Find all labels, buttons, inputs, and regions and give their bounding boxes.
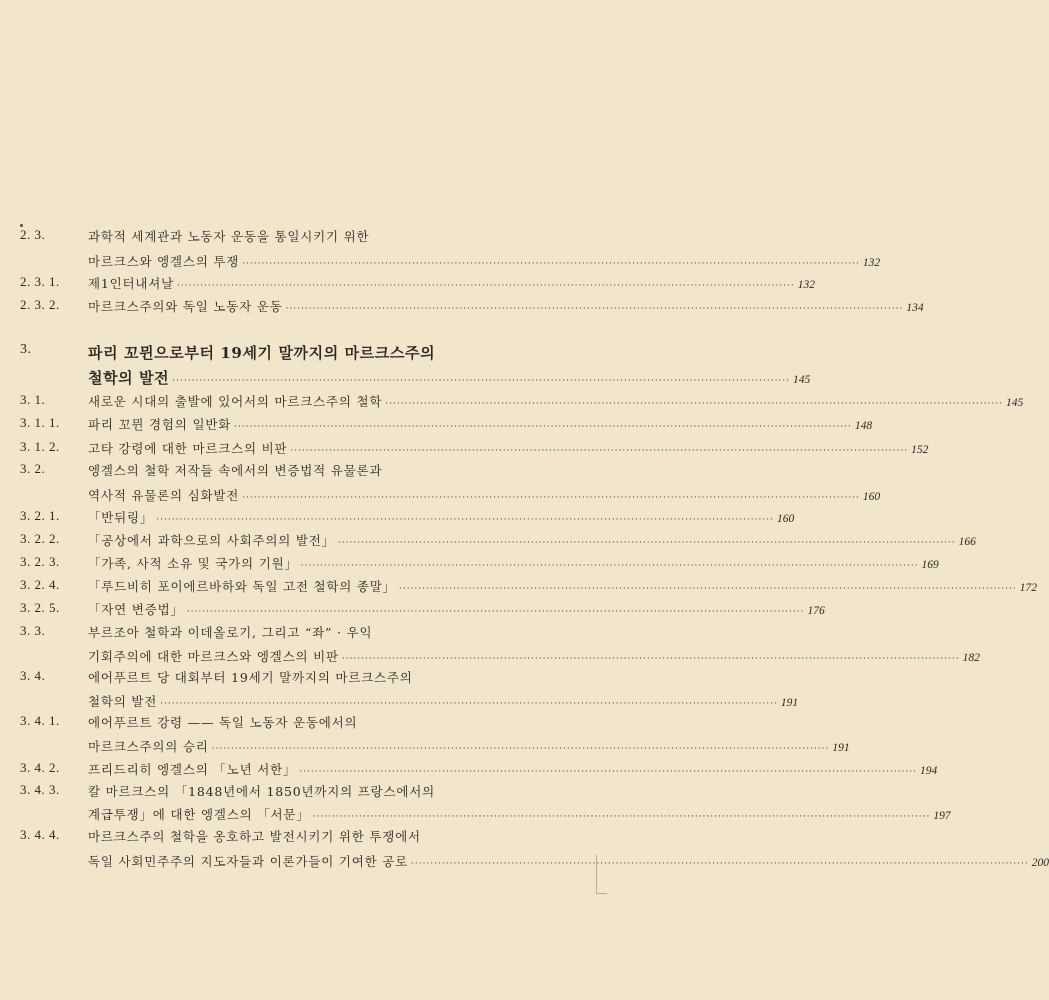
section-title: 에어푸르트 당 대회부터 19세기 말까지의 마르크스주의 [88,670,413,685]
leader-dots: ································································································································································ [242,493,860,503]
chapter-title: 철학의 발전 [88,369,170,387]
section-number: 3. 4. 1. [20,713,60,728]
page-number: 197 [933,810,951,822]
section-title: 고타 강령에 대한 마르크스의 비판 [88,441,288,456]
leader-dots: ································································································································································ [300,561,919,571]
leader-dots: ································································································································································ [299,767,918,777]
leader-dots: ································································································································································ [411,859,1029,869]
page-number: 148 [854,420,873,432]
page-number: 194 [920,765,938,777]
leader-dots: ································································································································································ [398,584,1017,594]
page-number: 134 [906,302,924,314]
section-title: 계급투쟁」에 대한 엥겔스의 「서문」 [88,807,310,822]
page-number: 176 [807,605,825,617]
section-title: 제1인터내셔날 [88,276,175,291]
page-number: 182 [962,652,980,664]
section-title: 칼 마르크스의 「1848년에서 1850년까지의 프랑스에서의 [88,784,436,799]
section-title: 「루드비히 포이에르바하와 독일 고전 철학의 종말」 [88,579,396,594]
entry-line [88,227,518,247]
leader-dots: ································································································································································ [285,304,904,314]
leader-dots: ································································································································································ [341,654,960,664]
section-title: 「자연 변증법」 [88,602,184,617]
entry-line [88,415,873,435]
page-number: 169 [921,559,939,571]
entry-line [88,531,976,551]
leader-dots: ································································································································································ [242,259,860,269]
entry-line [88,486,881,506]
section-number: 3. 2. 2. [20,531,60,546]
section-number: 3. 4. [20,668,46,683]
entry-line [88,439,929,459]
section-title: 기회주의에 대한 마르크스와 엥겔스의 비판 [88,649,339,664]
page-number: 160 [862,491,881,503]
section-title: 철학의 발전 [88,694,158,709]
section-title: 마르크스와 엥겔스의 투쟁 [88,254,240,269]
section-title: 마르크스주의와 독일 노동자 운동 [88,299,283,314]
page-number: 200 [1031,857,1049,869]
leader-dots: ································································································································································ [160,699,778,709]
section-number: 3. 4. 3. [20,782,60,797]
page-number: 132 [862,257,881,269]
section-title: 엥겔스의 철학 저작들 속에서의 변증법적 유물론과 [88,463,383,478]
entry-line [88,274,815,294]
binding-edge [596,855,607,894]
section-number: 3. 2. 5. [20,600,60,615]
entry-line [88,713,518,733]
leader-dots: ································································································································································ [385,399,1003,409]
page-number: 145 [1005,397,1024,409]
page-number: 152 [911,444,929,456]
section-number: 2. 3. 2. [20,297,60,312]
entry-line [88,692,799,712]
entry-line [88,827,518,847]
section-title: 「반뒤링」 [88,510,154,525]
page-number: 172 [1019,582,1037,594]
section-number: 3. 2. [20,461,46,476]
section-title: 파리 꼬뮌 경험의 일반화 [88,417,232,432]
section-number: 3. 3. [20,623,46,638]
entry-line [88,623,518,643]
page-number: 191 [832,742,850,754]
page-number: 132 [797,279,815,291]
section-number: 3. 1. [20,392,46,407]
section-number: 3. 4. 2. [20,760,60,775]
entry-line [88,805,951,825]
section-title: 과학적 세계관과 노동자 운동을 통일시키기 위한 [88,229,370,244]
section-title: 「가족, 사적 소유 및 국가의 기원」 [88,556,298,571]
page-number: 166 [958,536,976,548]
page-number: 145 [793,374,811,386]
entry-line [88,367,811,387]
section-title: 마르크스주의 철학을 옹호하고 발전시키기 위한 투쟁에서 [88,829,421,844]
leader-dots: ································································································································································ [234,422,852,432]
leader-dots: ································································································································································ [290,446,909,456]
page-number: 191 [780,697,799,709]
entry-line [88,760,938,780]
page-number: 160 [776,513,795,525]
chapter-title: 파리 꼬뮌으로부터 19세기 말까지의 마르크스주의 [88,344,436,362]
entry-line [88,782,518,802]
leader-dots: ································································································································································ [337,538,956,548]
entry-line [88,737,850,757]
entry-line [88,577,1037,597]
entry-line [88,252,881,272]
section-number: 2. 3. [20,227,46,242]
leader-dots: ································································································································································ [211,744,830,754]
entry-line [88,342,518,362]
leader-dots: ································································································································································ [156,515,774,525]
entry-line [88,461,518,481]
entry-line [88,647,980,667]
section-number: 3. 1. 2. [20,439,60,454]
section-title: 새로운 시대의 출발에 있어서의 마르크스주의 철학 [88,394,383,409]
entry-line [88,554,939,574]
leader-dots: ································································································································································ [186,607,805,617]
entry-line [88,852,1049,872]
section-title: 부르조아 철학과 이데올로기, 그리고 “좌” · 우익 [88,625,373,640]
section-number: 2. 3. 1. [20,274,60,289]
entry-line [88,508,795,528]
section-number: 3. 1. 1. [20,415,60,430]
section-title: 프리드리히 엥겔스의 「노년 서한」 [88,762,297,777]
section-title: 에어푸르트 강령 —— 독일 노동자 운동에서의 [88,715,358,730]
entry-line [88,600,825,620]
chapter-number: 3. [20,342,32,357]
section-number: 3. 4. 4. [20,827,60,842]
section-number: 3. 2. 4. [20,577,60,592]
section-number: 3. 2. 3. [20,554,60,569]
section-title: 「공상에서 과학으로의 사회주의의 발전」 [88,533,335,548]
section-title: 역사적 유물론의 심화발전 [88,488,240,503]
leader-dots: ································································································································································ [172,376,791,386]
leader-dots: ································································································································································ [312,812,931,822]
entry-line [88,297,924,317]
section-title: 마르크스주의의 승리 [88,739,209,754]
section-number: 3. 2. 1. [20,508,60,523]
section-title: 독일 사회민주주의 지도자들과 이론가들이 기여한 공로 [88,854,408,869]
leader-dots: ································································································································································ [177,281,795,291]
entry-line [88,668,518,688]
entry-line [88,392,1024,412]
